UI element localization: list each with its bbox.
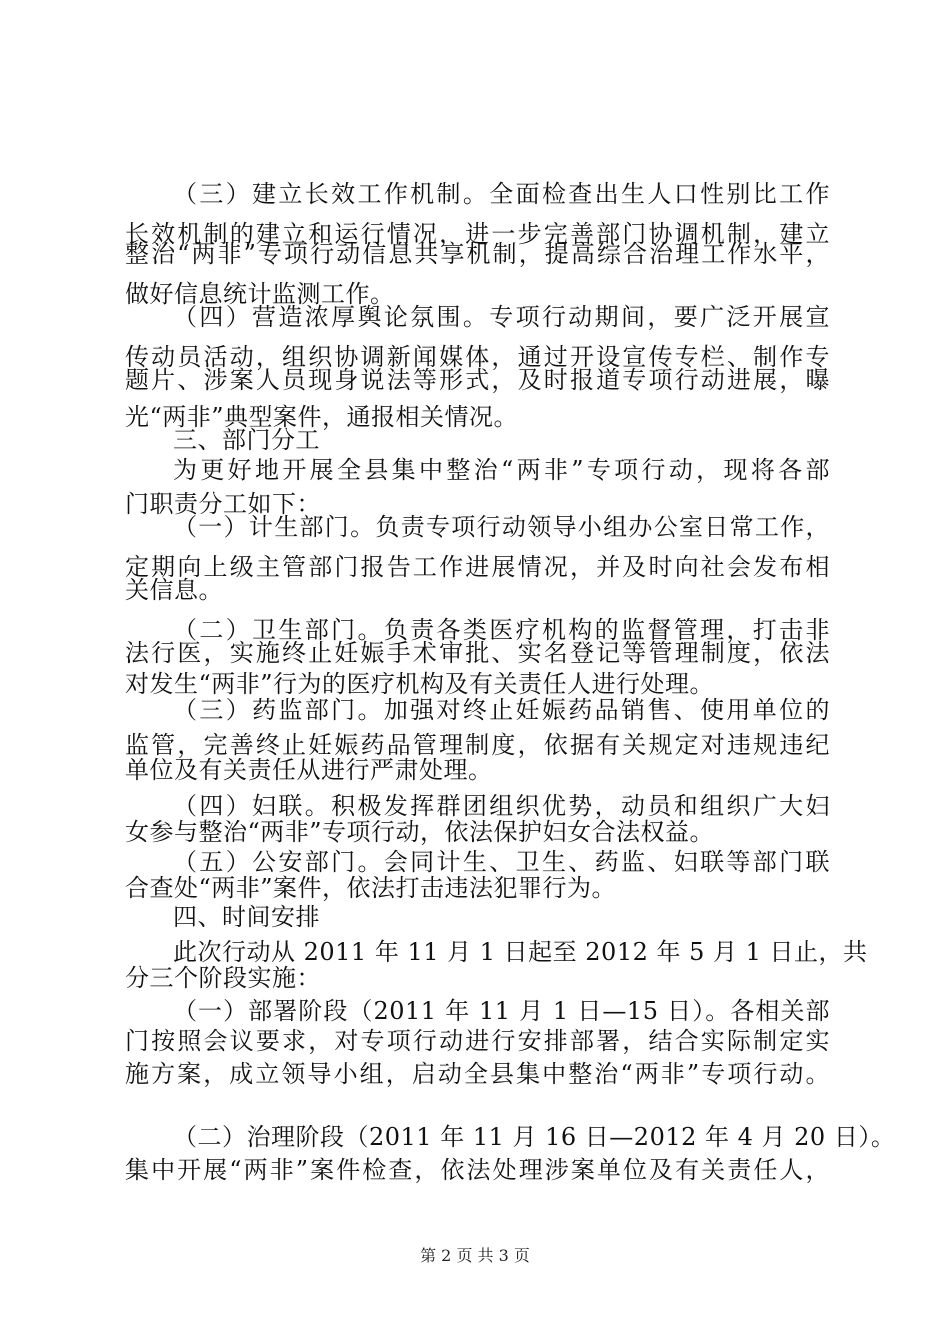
paragraph-line: （五）公安部门。会同计生、卫生、药监、妇联等部门联 <box>173 848 830 876</box>
paragraph-line: 分三个阶段实施： <box>125 964 321 992</box>
paragraph-line: 单位及有关责任从进行严肃处理。 <box>125 756 493 784</box>
paragraph-line: 合查处“两非”案件，依法打击违法犯罪行为。 <box>125 874 617 902</box>
paragraph-line: 长效机制的建立和运行情况，进一步完善部门协调机制，建立 <box>125 220 830 248</box>
paragraph-line: 对发生“两非”行为的医疗机构及有关责任人进行处理。 <box>125 670 715 698</box>
paragraph-line: 门职责分工如下： <box>125 490 321 518</box>
page-footer: 第 2 页 共 3 页 <box>420 1246 530 1265</box>
paragraph-line: （二）治理阶段（2011 年 11 月 16 日—2012 年 4 月 20 日）。 <box>173 1123 896 1151</box>
paragraph-line: 做好信息统计监测工作。 <box>125 280 395 308</box>
paragraph-line: 监管，完善终止妊娠药品管理制度，依据有关规定对违规违纪 <box>125 731 830 759</box>
section-heading: 三、部门分工 <box>173 426 320 454</box>
paragraph-line: 光“两非”典型案件，通报相关情况。 <box>125 403 519 431</box>
paragraph-line: （三）药监部门。加强对终止妊娠药品销售、使用单位的 <box>173 696 830 724</box>
paragraph-line: 整治“两非”专项行动信息共享机制，提高综合治理工作水平， <box>125 240 830 268</box>
paragraph-line: 法行医，实施终止妊娠手术审批、实名登记等管理制度，依法 <box>125 639 830 667</box>
paragraph-line: 此次行动从 2011 年 11 月 1 日起至 2012 年 5 月 1 日止，共 <box>173 938 868 966</box>
paragraph-line: 集中开展“两非”案件检查，依法处理涉案单位及有关责任人， <box>125 1156 830 1184</box>
paragraph-line: 门按照会议要求，对专项行动进行安排部署，结合实际制定实 <box>125 1027 830 1055</box>
paragraph-line: 题片、涉案人员现身说法等形式，及时报道专项行动进展，曝 <box>125 366 830 394</box>
paragraph-line: （三）建立长效工作机制。全面检查出生人口性别比工作 <box>173 180 830 208</box>
paragraph-line: 施方案，成立领导小组，启动全县集中整治“两非”专项行动。 <box>125 1060 830 1088</box>
paragraph-line: （二）卫生部门。负责各类医疗机构的监督管理，打击非 <box>173 616 830 644</box>
paragraph-line: 女参与整治“两非”专项行动，依法保护妇女合法权益。 <box>125 818 715 846</box>
paragraph-line: （四）妇联。积极发挥群团组织优势，动员和组织广大妇 <box>173 792 830 820</box>
paragraph-line: （一）计生部门。负责专项行动领导小组办公室日常工作， <box>173 513 830 541</box>
paragraph-line: 为更好地开展全县集中整治“两非”专项行动，现将各部 <box>173 456 830 484</box>
section-heading: 四、时间安排 <box>173 903 320 931</box>
paragraph-line: （四）营造浓厚舆论氛围。专项行动期间，要广泛开展宣 <box>173 303 830 331</box>
paragraph-line: （一）部署阶段（2011 年 11 月 1 日—15 日）。各相关部 <box>173 997 830 1025</box>
paragraph-line: 传动员活动，组织协调新闻媒体，通过开设宣传专栏、制作专 <box>125 343 830 371</box>
paragraph-line: 定期向上级主管部门报告工作进展情况，并及时向社会发布相 <box>125 553 830 581</box>
paragraph-line: 关信息。 <box>125 576 223 604</box>
